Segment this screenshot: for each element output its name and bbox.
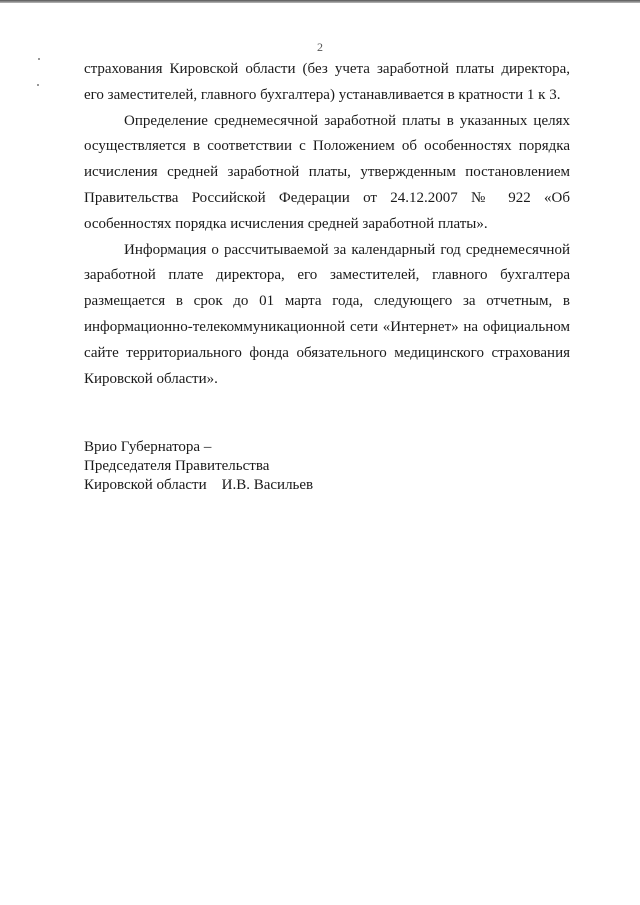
scan-speck	[38, 58, 40, 60]
signature-name-line: Кировской области И.В. Васильев	[84, 477, 314, 493]
paragraph-continuation: страхования Кировской области (без учета заработной платы директора, его заместителей, главного бухгалтера) устанавливается в кратности 1 к 3.	[84, 61, 570, 103]
signature-title-line1: Врио Губернатора –	[84, 439, 212, 455]
signature-title-line2: Председателя Правительства	[84, 458, 270, 474]
paragraph-salary-information: Информация о рассчитываемой за календарный год среднемесячной заработной плате директора, его заместителей, главного бухгалтера размещается в срок до 01 марта года, следующего за отчетным, в информационно-телекоммуникационной сети «Интернет» на официальном сайте территориального фонда обязательного медицинского страхования Кировской области».	[84, 241, 570, 387]
page-number: 2	[317, 40, 323, 54]
document-body	[84, 57, 570, 392]
paragraph-salary-definition: Определение среднемесячной заработной платы в указанных целях осуществляется в соответствии с Положением об особенностях порядка исчисления средней заработной платы, утвержденным постановлением Правительства Российской Федерации от 24.12.2007 № 922 «Об особенностях порядка исчисления средней заработной платы».	[84, 112, 570, 232]
scan-top-edge	[0, 0, 640, 3]
signature-block	[84, 438, 504, 495]
scan-speck	[37, 84, 39, 86]
